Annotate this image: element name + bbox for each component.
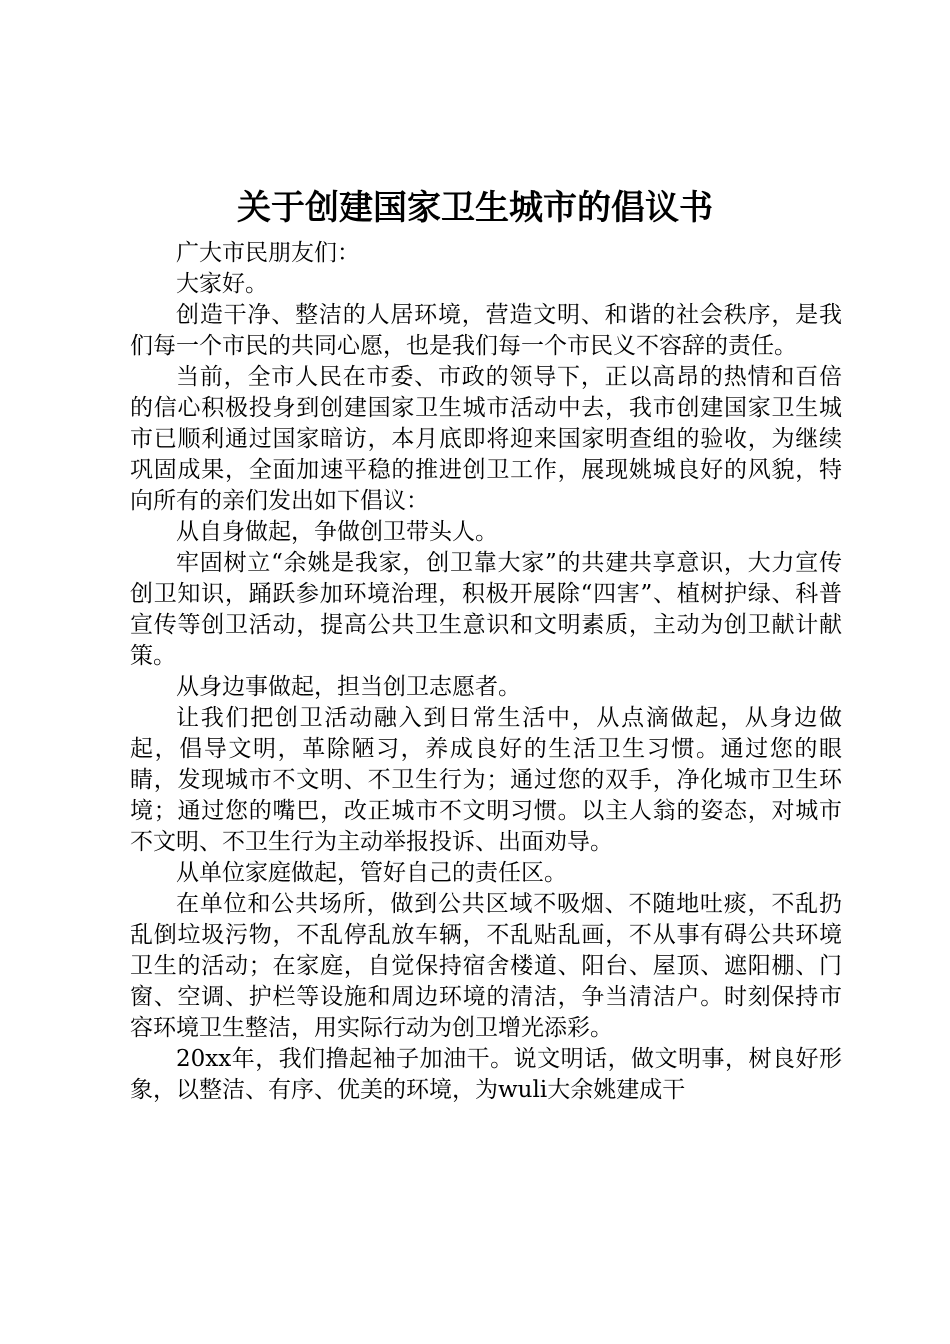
paragraph-context: 当前，全市人民在市委、市政的领导下，正以高昂的热情和百倍的信心积极投身到创建国家卫生城市活动中去，我市创建国家卫生城市已顺利通过国家暗访，本月底即将迎来国家明查组的验收，为继续巩固成果，全面加速平稳的推进创卫工作，展现姚城良好的风貌，特向所有的亲们发出如下倡议： (130, 364, 842, 514)
proposal-heading-1: 从自身做起，争做创卫带头人。 (176, 519, 498, 545)
greeting: 大家好。 (176, 271, 268, 297)
salutation: 广大市民朋友们： (176, 240, 360, 266)
proposal-heading-3: 从单位家庭做起，管好自己的责任区。 (176, 860, 567, 886)
document-body (130, 238, 842, 1106)
proposal-heading-2: 从身边事做起，担当创卫志愿者。 (176, 674, 521, 700)
proposal-text-3: 在单位和公共场所，做到公共区域不吸烟、不随地吐痰，不乱扔乱倒垃圾污物，不乱停乱放车辆，不乱贴乱画，不从事有碍公共环境卫生的活动；在家庭，自觉保持宿舍楼道、阳台、屋顶、遮阳棚、门窗、空调、护栏等设施和周边环境的清洁，争当清洁户。时刻保持市容环境卫生整洁，用实际行动为创卫增光添彩。 (130, 891, 842, 1041)
proposal-text-2: 让我们把创卫活动融入到日常生活中，从点滴做起，从身边做起，倡导文明，革除陋习，养成良好的生活卫生习惯。通过您的眼睛，发现城市不文明、不卫生行为；通过您的双手，净化城市卫生环境；通过您的嘴巴，改正城市不文明习惯。以主人翁的姿态，对城市不文明、不卫生行为主动举报投诉、出面劝导。 (130, 705, 842, 855)
paragraph-closing: 20xx年，我们撸起袖子加油干。说文明话，做文明事，树良好形象，以整洁、有序、优美的环境，为wuli大余姚建成干 (130, 1046, 842, 1103)
proposal-text-1: 牢固树立“余姚是我家，创卫靠大家”的共建共享意识，大力宣传创卫知识，踊跃参加环境治理，积极开展除“四害”、植树护绿、科普宣传等创卫活动，提高公共卫生意识和文明素质，主动为创卫献计献策。 (130, 550, 842, 669)
paragraph-intro: 创造干净、整洁的人居环境，营造文明、和谐的社会秩序，是我们每一个市民的共同心愿，也是我们每一个市民义不容辞的责任。 (130, 302, 842, 359)
document-title: 关于创建国家卫生城市的倡议书 (237, 188, 713, 228)
